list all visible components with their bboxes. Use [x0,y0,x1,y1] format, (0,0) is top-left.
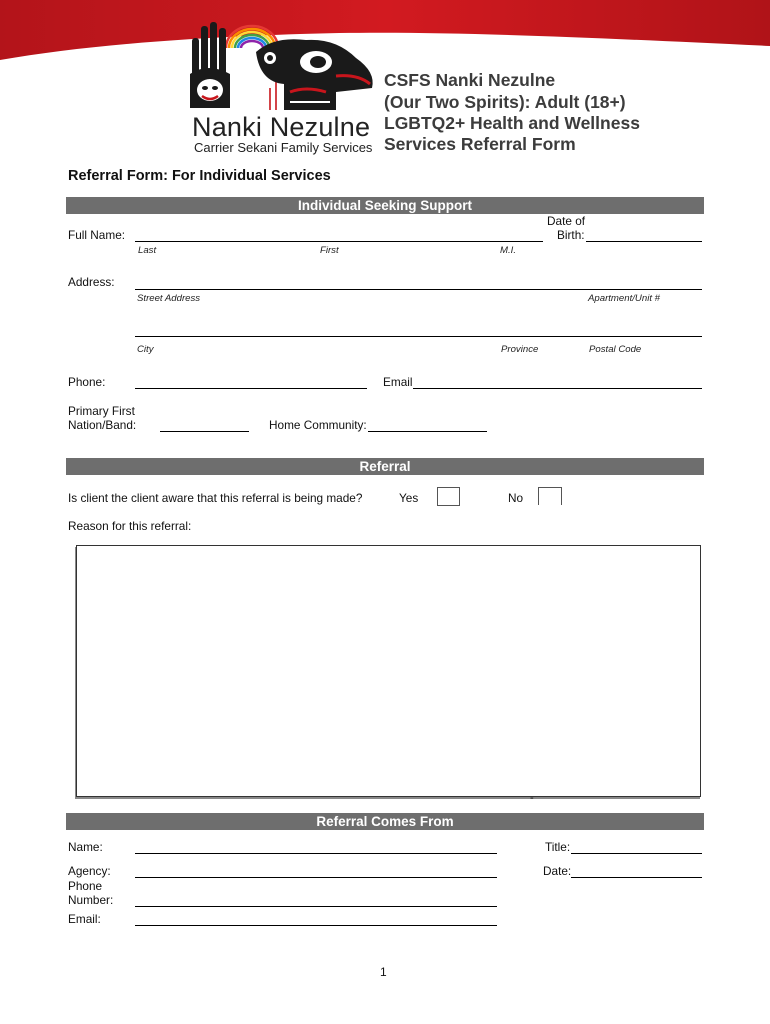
street-address-field[interactable] [135,289,702,290]
full-name-field[interactable] [135,241,543,242]
home-community-field[interactable] [368,431,487,432]
referrer-email-field[interactable] [135,925,497,926]
referrer-title-field[interactable] [571,853,702,854]
section-referral-from: Referral Comes From [66,813,704,830]
brand-org: Carrier Sekani Family Services [194,140,373,155]
last-name-hint: Last [138,245,157,256]
form-title-line-2: (Our Two Spirits): Adult (18+) [384,92,626,112]
agency-label: Agency: [68,864,111,878]
phone-field[interactable] [135,388,367,389]
first-nation-field[interactable] [160,431,249,432]
email-field[interactable] [413,388,702,389]
referrer-title-label: Title: [545,840,571,854]
first-nation-label-line2: Nation/Band: [68,418,137,432]
email-label: Email [383,375,413,389]
no-label: No [508,491,524,505]
form-title-line-3: LGBTQ2+ Health and Wellness [384,113,640,133]
city-province-field[interactable] [135,336,702,337]
client-aware-question: Is client the client aware that this referral is being made? [68,491,363,505]
reason-label: Reason for this referral: [68,519,192,533]
dob-field[interactable] [586,241,702,242]
dash-mark: - [530,792,534,804]
section-referral: Referral [66,458,704,475]
postal-code-hint: Postal Code [589,344,642,355]
referrer-phone-field[interactable] [135,906,497,907]
referrer-phone-label-line2: Number: [68,893,114,907]
reason-textarea[interactable] [76,545,701,797]
referrer-email-label: Email: [68,912,101,926]
page-number: 1 [380,965,387,979]
agency-field[interactable] [135,877,497,878]
first-nation-label-line1: Primary First [68,404,135,418]
full-name-label: Full Name: [68,228,126,242]
first-name-hint: First [320,245,339,256]
section-individual: Individual Seeking Support [66,197,704,214]
form-title-line-4: Services Referral Form [384,134,576,154]
form-heading: Referral Form: For Individual Services [68,168,331,184]
yes-checkbox[interactable] [437,487,460,506]
street-address-hint: Street Address [137,293,201,304]
raven-totem-icon [256,39,373,110]
date-label: Date: [543,864,572,878]
form-title-line-1: CSFS Nanki Nezulne [384,70,556,90]
home-community-label: Home Community: [269,418,367,432]
city-hint: City [137,344,154,355]
date-field[interactable] [571,877,702,878]
dob-label-line2: Birth: [557,228,585,242]
referrer-phone-label-line1: Phone [68,879,103,893]
middle-initial-hint: M.I. [500,245,516,256]
logo-artwork [186,18,386,114]
yes-label: Yes [399,491,419,505]
brand-name: Nanki Nezulne [192,112,371,142]
no-checkbox[interactable] [538,487,562,505]
apartment-hint: Apartment/Unit # [588,293,660,304]
province-hint: Province [501,344,539,355]
phone-label: Phone: [68,375,106,389]
address-label: Address: [68,275,115,289]
hand-totem-icon [190,22,230,108]
referrer-name-label: Name: [68,840,103,854]
referrer-name-field[interactable] [135,853,497,854]
dob-label-line1: Date of [547,214,586,228]
